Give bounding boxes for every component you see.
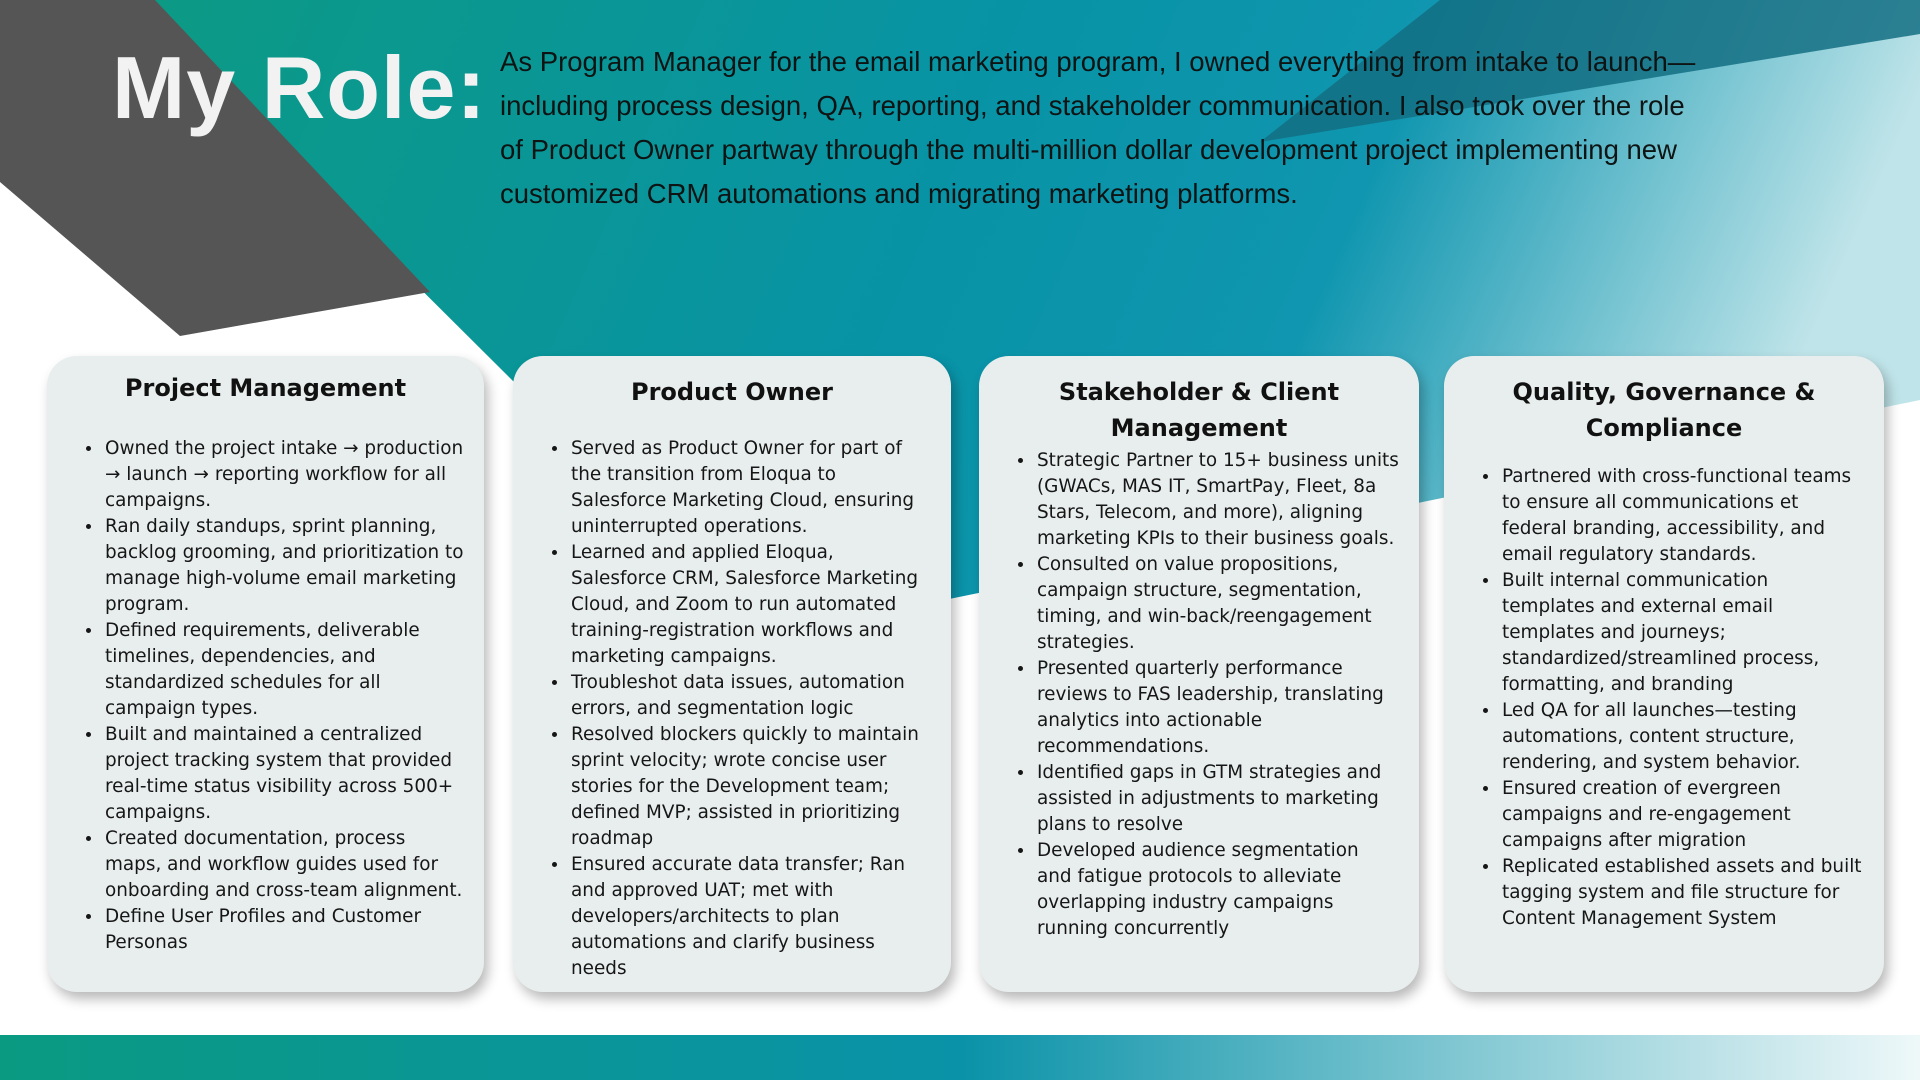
bullet-item: • Ran daily standups, sprint planning, backlog grooming, and prioritization to manage high-volume email marketing program.	[103, 514, 464, 618]
bullet-item: • Created documentation, process maps, and workflow guides used for onboarding and cross-team alignment.	[103, 826, 464, 904]
bullet-item: • Ensured accurate data transfer; Ran and approved UAT; met with developers/architects to plan automations and clarify business needs	[569, 852, 931, 982]
role-description: As Program Manager for the email marketing program, I owned everything from intake to launch—including process design, QA, reporting, and stakeholder communication. I also took over the role of Product Owner partway through the multi-million dollar development project implementing new customized CRM automations and migrating marketing platforms.	[500, 46, 1696, 209]
card-title: Project Management	[124, 374, 407, 402]
bullet-item: • Ensured creation of evergreen campaigns and re-engagement campaigns after migration	[1500, 776, 1864, 854]
bullet-item: • Replicated established assets and built tagging system and file structure for Content Management System	[1500, 854, 1864, 932]
bullet-item: • Led QA for all launches—testing automations, content structure, rendering, and system behavior.	[1500, 698, 1864, 776]
card-title: Quality, Governance & Compliance	[1512, 378, 1816, 442]
bullet-item: • Define User Profiles and Customer Personas	[103, 904, 464, 956]
card-product-owner	[513, 356, 951, 992]
bullet-item: • Built internal communication templates and external email templates and journeys; standardized/streamlined process, formatting, and branding	[1500, 568, 1864, 698]
bullet-item: • Developed audience segmentation and fatigue protocols to alleviate overlapping industry campaigns running concurrently	[1035, 838, 1399, 942]
bullet-item: • Built and maintained a centralized project tracking system that provided real-time status visibility across 500+ campaigns.	[103, 722, 464, 826]
page-title: My Role:	[112, 38, 487, 137]
card-title: Stakeholder & Client Management	[1058, 378, 1340, 442]
card-bullet-list	[979, 448, 1399, 942]
bullet-item: • Owned the project intake → production → launch → reporting workflow for all campaigns.	[103, 436, 464, 514]
card-title: Product Owner	[630, 378, 833, 406]
card-bullet-list	[513, 436, 931, 982]
card-bullet-list	[47, 436, 464, 956]
bullet-item: • Defined requirements, deliverable timelines, dependencies, and standardized schedules for all campaign types.	[103, 618, 464, 722]
bullet-item: • Presented quarterly performance reviews to FAS leadership, translating analytics into actionable recommendations.	[1035, 656, 1399, 760]
bullet-item: • Partnered with cross-functional teams to ensure all communications et federal branding, accessibility, and email regulatory standards.	[1500, 464, 1864, 568]
card-project-management	[47, 356, 484, 992]
bullet-item: • Learned and applied Eloqua, Salesforce CRM, Salesforce Marketing Cloud, and Zoom to run automated training-registration workflows and marketing campaigns.	[569, 540, 931, 670]
bullet-item: • Troubleshot data issues, automation errors, and segmentation logic	[569, 670, 931, 722]
card-quality-governance-compliance	[1444, 356, 1884, 992]
bullet-item: • Served as Product Owner for part of the transition from Eloqua to Salesforce Marketing Cloud, ensuring uninterrupted operations.	[569, 436, 931, 540]
bullet-item: • Consulted on value propositions, campaign structure, segmentation, timing, and win-back/reengagement strategies.	[1035, 552, 1399, 656]
card-stakeholder-client-management	[979, 356, 1419, 992]
bullet-item: • Identified gaps in GTM strategies and assisted in adjustments to marketing plans to resolve	[1035, 760, 1399, 838]
bottom-bar	[0, 1035, 1920, 1080]
bullet-item: • Resolved blockers quickly to maintain sprint velocity; wrote concise user stories for the Development team; defined MVP; assisted in prioritizing roadmap	[569, 722, 931, 852]
card-bullet-list	[1444, 464, 1864, 932]
bullet-item: • Strategic Partner to 15+ business units (GWACs, MAS IT, SmartPay, Fleet, 8a Stars, Telecom, and more), aligning marketing KPIs to their business goals.	[1035, 448, 1399, 552]
